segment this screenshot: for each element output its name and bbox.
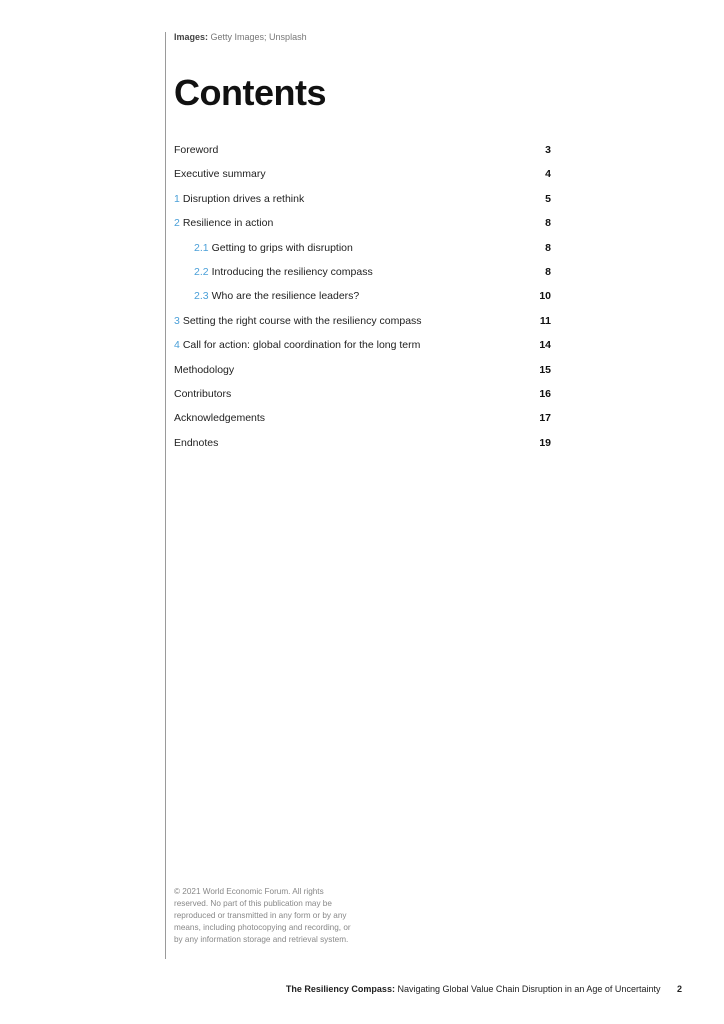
image-credits bbox=[174, 32, 307, 42]
toc-entry[interactable] bbox=[174, 436, 551, 460]
vertical-rule bbox=[165, 32, 166, 959]
toc-section-title: Resilience in action bbox=[182, 217, 274, 230]
toc-entry[interactable] bbox=[174, 241, 551, 265]
toc-page-number: 5 bbox=[545, 192, 551, 205]
toc-entry[interactable] bbox=[174, 216, 551, 240]
image-credits-label: Images: bbox=[174, 32, 209, 42]
toc-page-number: 19 bbox=[539, 436, 551, 449]
toc-entry-text bbox=[174, 339, 420, 351]
toc-section-title: Call for action: global coordination for the long term bbox=[182, 339, 421, 352]
toc-entry-text bbox=[174, 364, 234, 376]
footer-report-title: The Resiliency Compass: bbox=[285, 984, 395, 994]
toc-section-number: 2 bbox=[174, 217, 180, 230]
toc-entry-text bbox=[174, 315, 422, 327]
toc-page-number: 8 bbox=[545, 265, 551, 278]
toc-section-title: Endnotes bbox=[174, 436, 219, 449]
toc-section-title: Contributors bbox=[174, 387, 232, 400]
toc-entry[interactable] bbox=[174, 192, 551, 216]
toc-section-title: Setting the right course with the resiliency compass bbox=[182, 314, 422, 327]
toc-section-number: 2.1 bbox=[194, 241, 209, 254]
toc-section-title: Who are the resilience leaders? bbox=[211, 290, 360, 303]
toc-section-number: 2.3 bbox=[194, 290, 209, 303]
toc-section-number: 3 bbox=[174, 314, 180, 327]
toc-section-number: 1 bbox=[174, 192, 180, 205]
toc-section-title: Introducing the resiliency compass bbox=[211, 265, 373, 278]
toc-entry[interactable] bbox=[174, 143, 551, 167]
toc-page-number: 17 bbox=[539, 412, 551, 425]
toc-entry[interactable] bbox=[174, 289, 551, 313]
toc-entry-text bbox=[174, 168, 266, 180]
toc-section-title: Disruption drives a rethink bbox=[182, 192, 305, 205]
toc-entry-text bbox=[174, 193, 304, 205]
page-title: Contents bbox=[174, 72, 326, 113]
toc-page-number: 15 bbox=[539, 363, 551, 376]
toc-page-number: 16 bbox=[539, 387, 551, 400]
footer-subtitle: Navigating Global Value Chain Disruption in an Age of Uncertainty bbox=[397, 984, 661, 994]
toc-section-title: Executive summary bbox=[174, 168, 266, 181]
toc-section-title: Acknowledgements bbox=[174, 412, 266, 425]
toc-entry-text bbox=[174, 388, 231, 400]
toc-entry[interactable] bbox=[174, 411, 551, 435]
copyright-notice: © 2021 World Economic Forum. All rights reserved. No part of this publication may be reproduced or transmitted in any form or by any means, including photocopying and recording, or by any information storage and retrieval system. bbox=[174, 887, 351, 944]
toc-page-number: 10 bbox=[539, 290, 551, 303]
toc-entry-text bbox=[174, 412, 265, 424]
toc-entry-text bbox=[174, 217, 273, 229]
toc-entry-text bbox=[174, 437, 218, 449]
toc-page-number: 14 bbox=[539, 339, 551, 352]
toc-entry[interactable] bbox=[174, 314, 551, 338]
toc-section-title: Getting to grips with disruption bbox=[211, 241, 353, 254]
toc-page-number: 11 bbox=[539, 314, 551, 327]
page-footer bbox=[286, 984, 682, 994]
toc-page-number: 4 bbox=[545, 168, 551, 181]
toc-section-title: Foreword bbox=[174, 144, 219, 156]
toc-page-number: 3 bbox=[545, 144, 551, 156]
toc-entry[interactable] bbox=[174, 363, 551, 387]
toc-entry-text bbox=[174, 242, 353, 254]
toc-section-number: 4 bbox=[174, 339, 180, 352]
toc-entry-text bbox=[174, 266, 373, 278]
toc-page-number: 8 bbox=[545, 241, 551, 254]
toc-entry-text bbox=[174, 290, 359, 302]
toc-entry[interactable] bbox=[174, 338, 551, 362]
page-number: 2 bbox=[676, 984, 682, 994]
table-of-contents bbox=[174, 143, 551, 460]
toc-page-number: 8 bbox=[545, 217, 551, 230]
toc-section-number: 2.2 bbox=[194, 265, 209, 278]
image-credits-text: Getty Images; Unsplash bbox=[210, 32, 307, 42]
toc-entry-text bbox=[174, 144, 218, 156]
toc-entry[interactable] bbox=[174, 167, 551, 191]
toc-entry[interactable] bbox=[174, 265, 551, 289]
toc-entry[interactable] bbox=[174, 387, 551, 411]
toc-section-title: Methodology bbox=[174, 363, 235, 376]
